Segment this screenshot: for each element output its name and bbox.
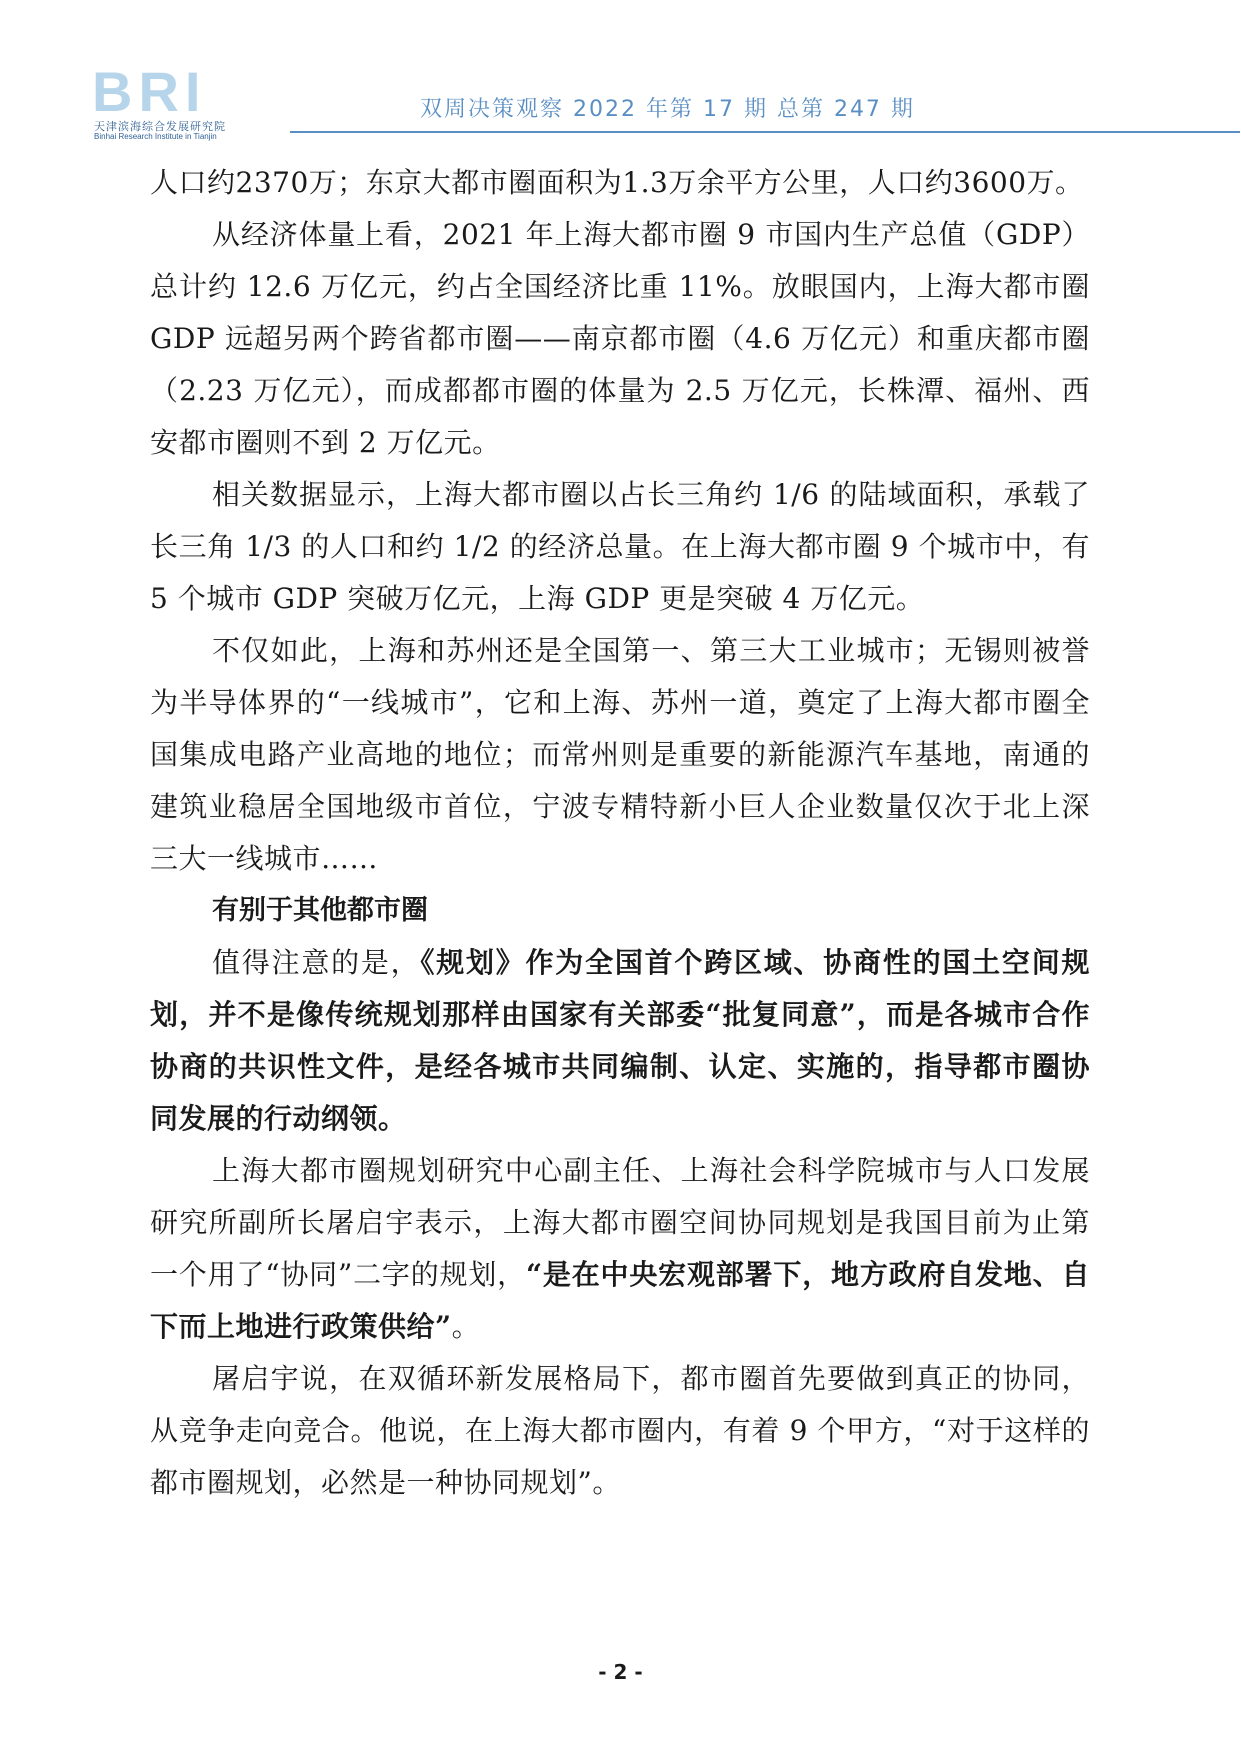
section-subheading: 有别于其他都市圈	[212, 895, 428, 926]
logo-chinese-name: 天津滨海综合发展研究院	[94, 120, 226, 133]
page-header	[0, 0, 1241, 150]
issue-title: 双周决策观察 2022 年第 17 期 总第 247 期	[420, 97, 915, 122]
header-divider	[290, 131, 1240, 133]
paragraph-6-quote: “是在中央宏观部署下，地方政府自发地、自下而上地进行政策供给”	[150, 1258, 1090, 1343]
paragraph-1: 人口约2370万；东京大都市圈面积为1.3万余平方公里，人口约3600万。	[150, 166, 1084, 199]
paragraph-6	[150, 1145, 1090, 1353]
paragraph-5-emphasis: 《规划》作为全国首个跨区域、协商性的国土空间规划，并不是像传统规划那样由国家有关部委“批复同意”，而是各城市合作协商的共识性文件，是经各城市共同编制、认定、实施的，指导都市圈协同发展的行动纲领。	[150, 946, 1090, 1135]
bri-logo	[92, 60, 292, 141]
paragraph-7: 屠启宇说，在双循环新发展格局下，都市圈首先要做到真正的协同，从竞争走向竞合。他说，在上海大都市圈内，有着 9 个甲方，“对于这样的都市圈规划，必然是一种协同规划”。	[150, 1362, 1090, 1499]
paragraph-5-lead: 值得注意的是，	[212, 946, 421, 979]
paragraph-2: 从经济体量上看，2021 年上海大都市圈 9 市国内生产总值（GDP）总计约 12.6 万亿元，约占全国经济比重 11%。放眼国内，上海大都市圈 GDP 远超另两个跨省都市圈——南京都市圈（4.6 万亿元）和重庆都市圈（2.23 万亿元），而成都都市圈的体量为 2.5 万亿元，长株潭、福州、西安都市圈则不到 2 万亿元。	[150, 218, 1090, 459]
paragraph-6-lead: 上海大都市圈规划研究中心副主任、上海社会科学院城市与人口发展研究所副所长屠启宇表示，上海大都市圈空间协同规划是我国目前为止第一个用了“协同”二字的规划，	[150, 1154, 1090, 1291]
paragraph-4: 不仅如此，上海和苏州还是全国第一、第三大工业城市；无锡则被誉为半导体界的“一线城市”，它和上海、苏州一道，奠定了上海大都市圈全国集成电路产业高地的地位；而常州则是重要的新能源汽车基地，南通的建筑业稳居全国地级市首位，宁波专精特新小巨人企业数量仅次于北上深三大一线城市……	[150, 634, 1090, 875]
paragraph-3: 相关数据显示，上海大都市圈以占长三角约 1/6 的陆域面积，承载了长三角 1/3 的人口和约 1/2 的经济总量。在上海大都市圈 9 个城市中，有 5 个城市 GDP 突破万亿元，上海 GDP 更是突破 4 万亿元。	[150, 478, 1090, 615]
logo-letters: BRI	[92, 60, 207, 123]
paragraph-6-end: 。	[451, 1310, 481, 1343]
logo-english-name: Binhai Research Institute in Tianjin	[94, 132, 217, 141]
paragraph-5	[150, 937, 1090, 1145]
article-body	[150, 157, 1090, 1509]
page-number: - 2 -	[598, 1660, 643, 1684]
